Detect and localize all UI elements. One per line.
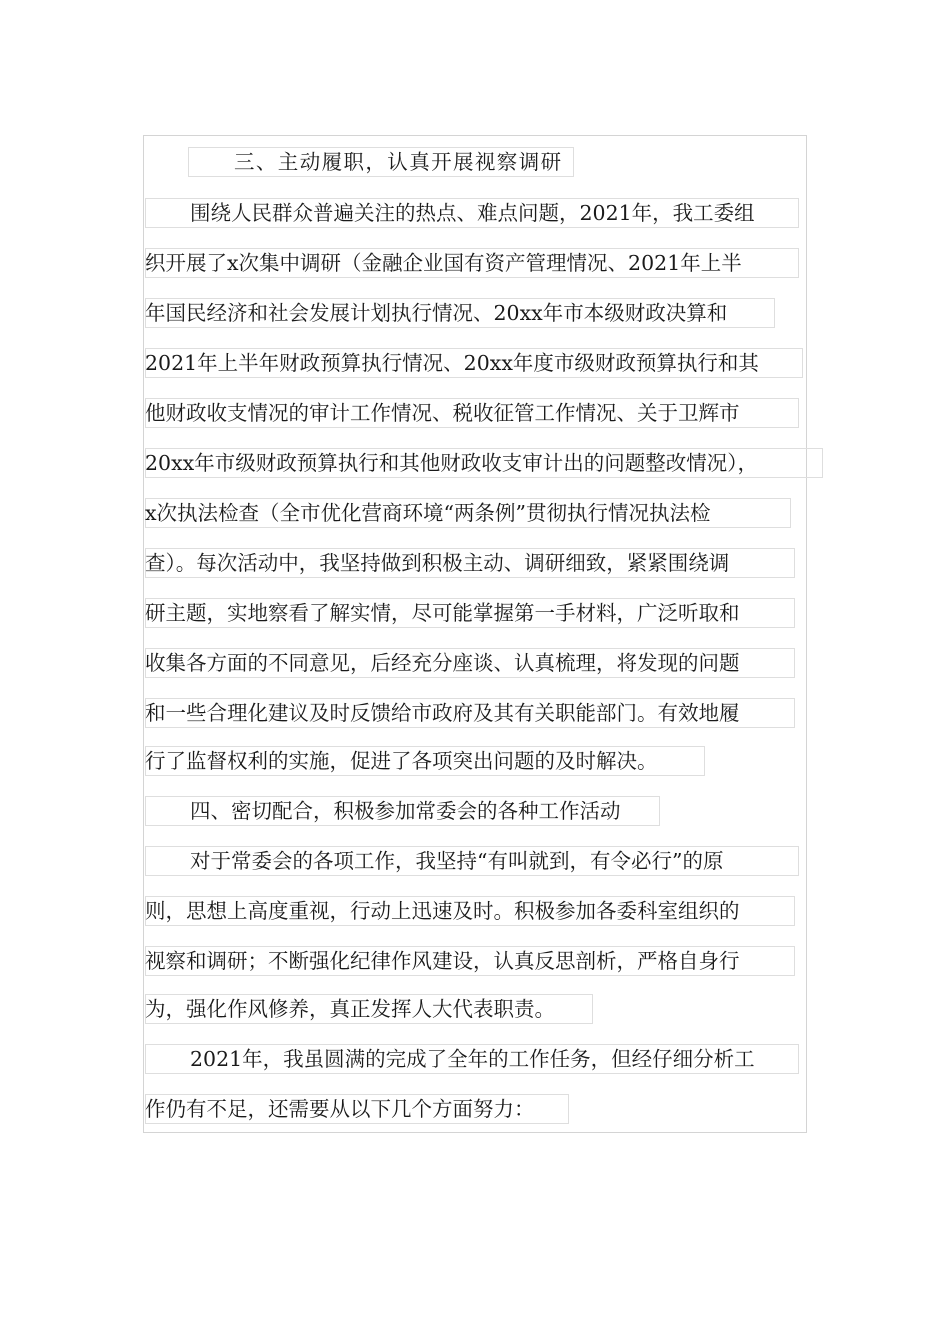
paragraph-line: x次执法检查（全市优化营商环境“两条例”贯彻执行情况执法检 (145, 501, 711, 525)
paragraph-line: 他财政收支情况的审计工作情况、税收征管工作情况、关于卫辉市 (145, 401, 740, 425)
heading-section-3: 三、主动履职，认真开展视察调研 (234, 150, 563, 174)
paragraph-line: 2021年，我虽圆满的完成了全年的工作任务，但经仔细分析工 (190, 1047, 755, 1071)
page-frame (143, 135, 807, 1133)
paragraph-line: 为，强化作风修养，真正发挥人大代表职责。 (145, 997, 555, 1021)
heading-section-4: 四、密切配合，积极参加常委会的各种工作活动 (190, 799, 621, 823)
paragraph-line: 收集各方面的不同意见，后经充分座谈、认真梳理，将发现的问题 (145, 651, 740, 675)
paragraph-line: 则，思想上高度重视，行动上迅速及时。积极参加各委科室组织的 (145, 899, 740, 923)
paragraph-line: 作仍有不足，还需要从以下几个方面努力： (145, 1097, 535, 1121)
paragraph-line: 2021年上半年财政预算执行情况、20xx年度市级财政预算执行和其 (145, 351, 759, 375)
paragraph-line: 视察和调研；不断强化纪律作风建设，认真反思剖析，严格自身行 (145, 949, 740, 973)
paragraph-line: 行了监督权利的实施，促进了各项突出问题的及时解决。 (145, 749, 658, 773)
paragraph-line: 年国民经济和社会发展计划执行情况、20xx年市本级财政决算和 (145, 301, 728, 325)
paragraph-line: 研主题，实地察看了解实情，尽可能掌握第一手材料，广泛听取和 (145, 601, 740, 625)
paragraph-line: 20xx年市级财政预算执行和其他财政收支审计出的问题整改情况）， (145, 451, 758, 475)
paragraph-line: 查）。每次活动中，我坚持做到积极主动、调研细致，紧紧围绕调 (145, 551, 730, 575)
paragraph-line: 织开展了x次集中调研（金融企业国有资产管理情况、2021年上半 (145, 251, 742, 275)
paragraph-line: 围绕人民群众普遍关注的热点、难点问题，2021年，我工委组 (190, 201, 755, 225)
paragraph-line: 对于常委会的各项工作，我坚持“有叫就到，有令必行”的原 (190, 849, 724, 873)
paragraph-line: 和一些合理化建议及时反馈给市政府及其有关职能部门。有效地履 (145, 701, 740, 725)
